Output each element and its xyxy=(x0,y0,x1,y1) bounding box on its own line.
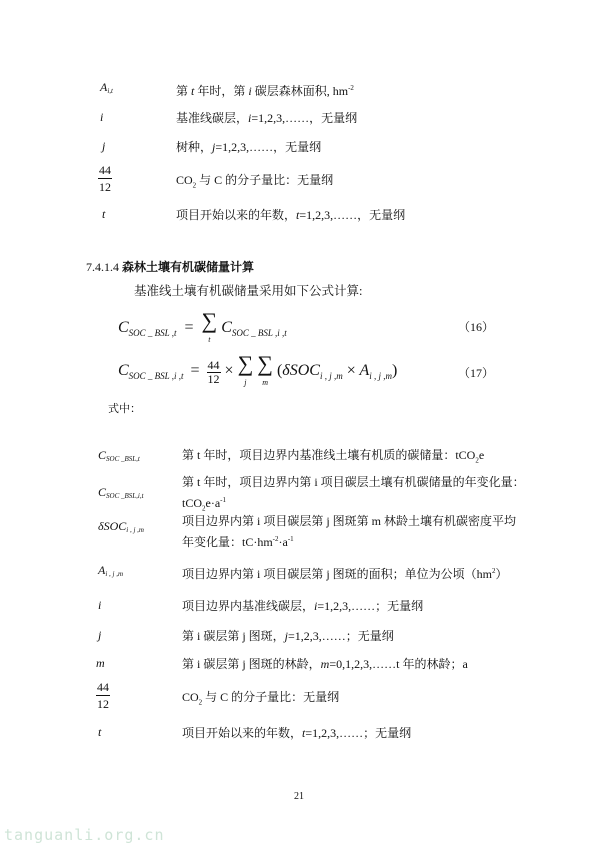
equation-17: $C_{SOC \_ BSL ,i ,t}$ = $\frac{44}{12}$ × ∑ j ∑ m $(\delta SOC_{i , j ,m} \times A_{i , j ,m})$ xyxy=(118,351,398,387)
fraction-numerator: 44 xyxy=(97,680,109,694)
symbol-delta-SOC: δSOC$_{i , j ,m}$ xyxy=(98,519,144,534)
section-title: 森林土壤有机碳储量计算 xyxy=(122,260,255,274)
definition-soc-density-line1: 项目边界内第 i 项目碳层第 j 图斑第 m 林龄土壤有机碳密度平均 xyxy=(182,514,517,528)
definition-t: 项目开始以来的年数，t=1,2,3,……，无量纲 xyxy=(176,208,406,222)
symbol-t-bottom: t xyxy=(98,725,102,739)
definition-j-bottom: 第 i 碳层第 j 图斑，j=1,2,3,……；无量纲 xyxy=(182,629,394,643)
symbol-m: m xyxy=(96,656,105,670)
fraction-denominator: 12 xyxy=(99,180,111,194)
definition-patch-area: 项目边界内第 i 项目碳层第 j 图斑的面积；单位为公顷$(hm^2)$ xyxy=(182,567,508,581)
fraction-44-12 xyxy=(98,163,112,194)
definition-ratio-bottom: $CO_2$ 与 C 的分子量比：无量纲 xyxy=(182,690,340,707)
symbol-j: j xyxy=(102,139,106,153)
where-label: 式中： xyxy=(108,403,141,415)
intro-text: 基准线土壤有机碳储量采用如下公式计算: xyxy=(134,284,363,298)
fraction-denominator: 12 xyxy=(97,697,109,711)
symbol-A-i-j-m: $A_{i , j ,m}$ xyxy=(98,563,124,578)
fraction-44-12-bottom xyxy=(96,680,110,711)
definition-i-bottom: 项目边界内基准线碳层，i=1,2,3,……；无量纲 xyxy=(182,599,424,613)
section-heading xyxy=(86,258,254,275)
definition-soc-change-line2: $tCO_2e\cdot a^{-1}$ xyxy=(182,496,227,513)
definition-i: 基准线碳层，i=1,2,3,……，无量纲 xyxy=(176,111,358,125)
symbol-i-bottom: i xyxy=(98,598,102,612)
definition-area: 第 t 年时，第 i 碳层森林面积, $hm^{-2}$ xyxy=(176,84,354,98)
page-number: 21 xyxy=(294,791,304,802)
symbol-C-SOC-BSL-t: $C_{SOC \_BSL,t}$ xyxy=(98,448,140,463)
fraction-numerator: 44 xyxy=(99,163,111,177)
symbol-A-i-t: $A_{i,t}$ xyxy=(100,80,113,95)
section-number: 7.4.1.4 xyxy=(86,260,119,274)
symbol-i: i xyxy=(100,110,104,124)
definition-m: 第 i 碳层第 j 图斑的林龄，m=0,1,2,3,……t 年的林龄；a xyxy=(182,657,468,671)
equation-16: $C_{SOC \_ BSL ,t}$ = ∑ t $C_{SOC \_ BSL ,i ,t}$ xyxy=(118,308,287,344)
definition-ratio: $CO_2$ 与 C 的分子量比：无量纲 xyxy=(176,173,334,190)
equation-17-number: （17） xyxy=(458,366,495,380)
definition-soc-density-line2: 年变化量：$tC\cdot hm^{-2}\cdot a^{-1}$ xyxy=(182,535,294,549)
symbol-C-SOC-BSL-i-t: $C_{SOC \_BSL,i,t}$ xyxy=(98,485,144,500)
definition-t-bottom: 项目开始以来的年数，t=1,2,3,……；无量纲 xyxy=(182,726,412,740)
symbol-t: t xyxy=(102,207,106,221)
definition-soc-change-line1: 第 t 年时，项目边界内第 i 项目碳层土壤有机碳储量的年变化量： xyxy=(182,475,525,489)
watermark: tanguanli.org.cn xyxy=(4,826,165,844)
symbol-j-bottom: j xyxy=(98,628,102,642)
equation-16-number: （16） xyxy=(458,320,495,334)
definition-j: 树种，j=1,2,3,……，无量纲 xyxy=(176,140,322,154)
definition-soc-stock: 第 t 年时，项目边界内基准线土壤有机质的碳储量：tCO$_2$e xyxy=(182,448,485,465)
